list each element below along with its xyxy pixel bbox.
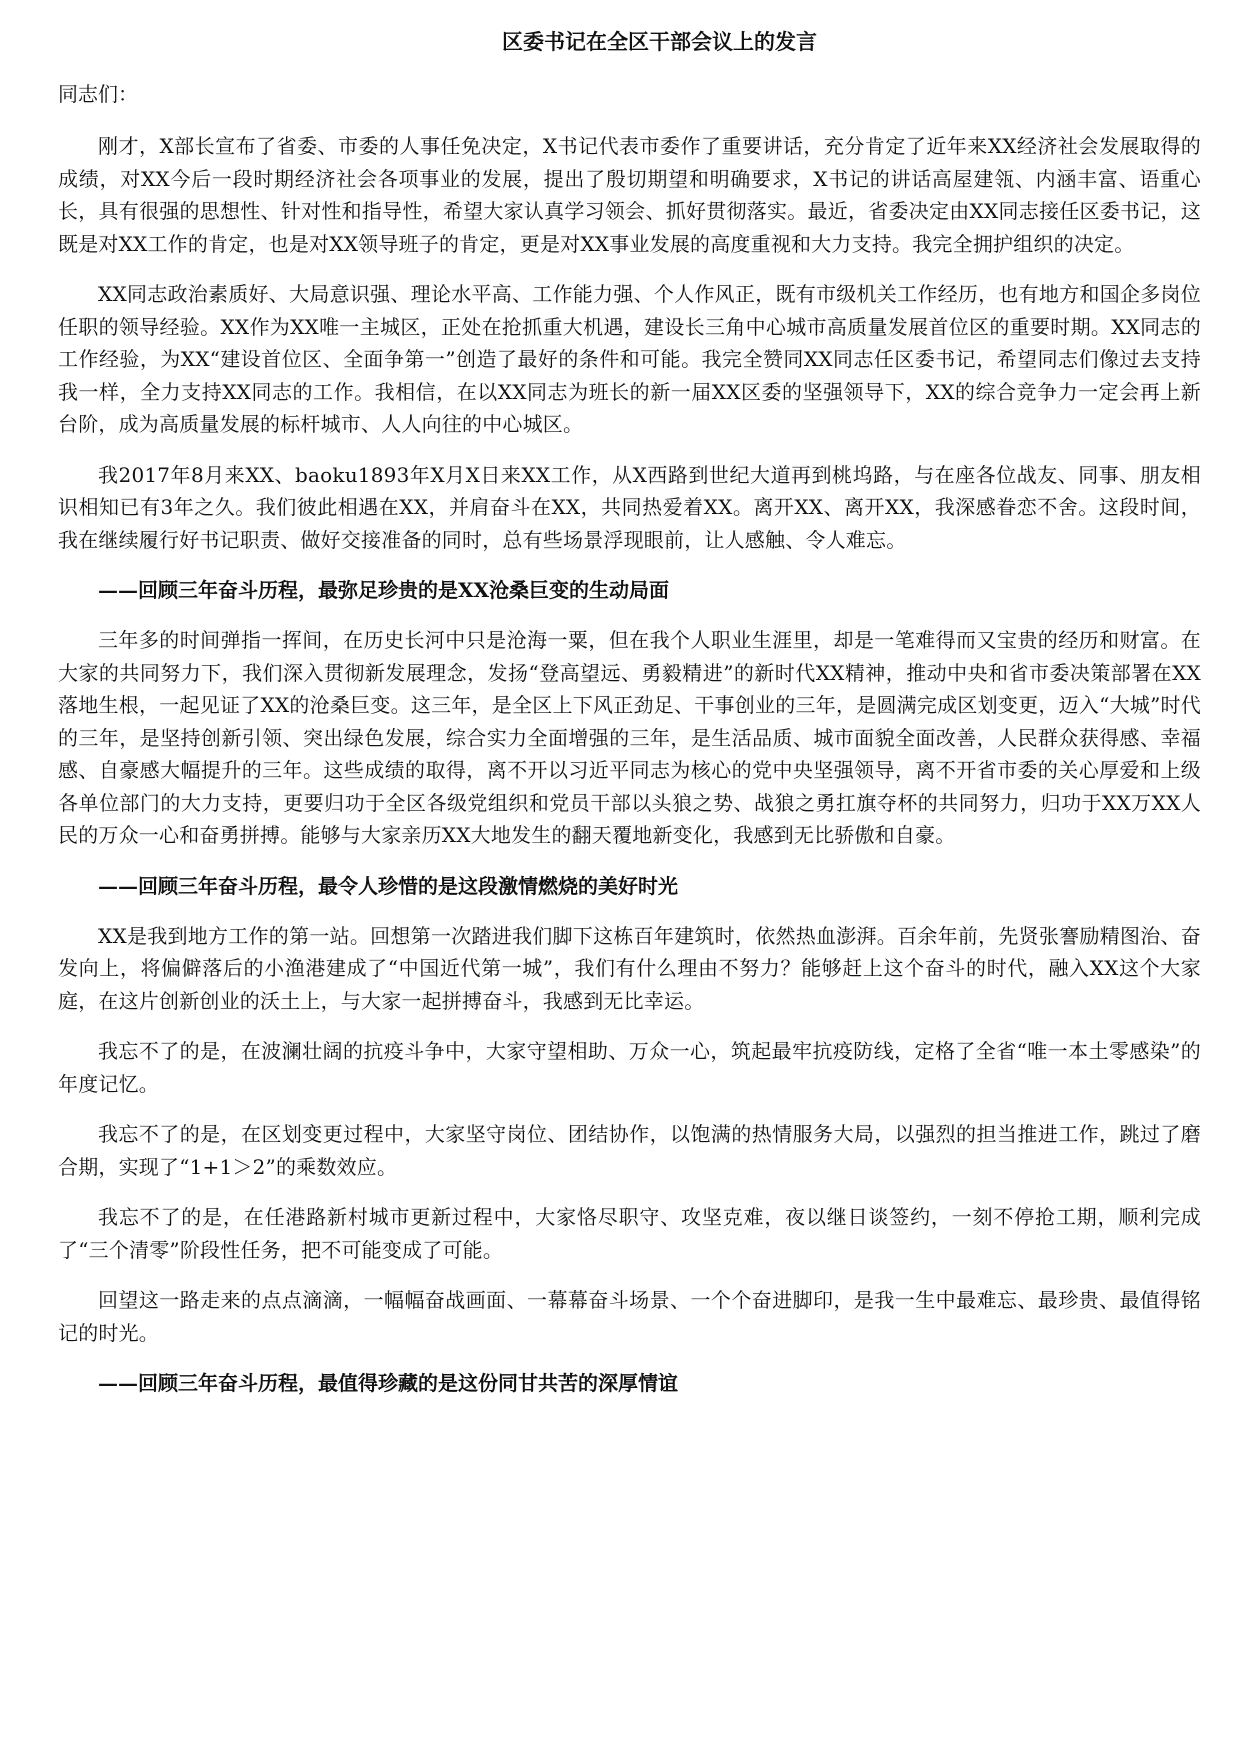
document-title: 区委书记在全区干部会议上的发言: [502, 29, 817, 54]
document-page: [58, 26, 1201, 1417]
section-heading: ——回顾三年奋斗历程，最令人珍惜的是这段激情燃烧的美好时光: [98, 873, 678, 898]
section-heading: ——回顾三年奋斗历程，最值得珍藏的是这份同甘共苦的深厚情谊: [98, 1371, 678, 1395]
paragraph: XX同志政治素质好、大局意识强、理论水平高、工作能力强、个人作风正，既有市级机关工作经历，也有地方和国企多岗位任职的领导经验。XX作为XX唯一主城区，正处在抢抓重大机遇，建设长三角中心城市高质量发展首位区的重要时期。XX同志的工作经验，为XX“建设首位区、全面争第一”创造了最好的条件和可能。我完全赞同XX同志任区委书记，希望同志们像过去支持我一样，全力支持XX同志的工作。我相信，在以XX同志为班长的新一届XX区委的坚强领导下，XX的综合竞争力一定会再上新台阶，成为高质量发展的标杆城市、人人向往的中心城区。: [58, 282, 1201, 436]
paragraph: 我忘不了的是，在任港路新村城市更新过程中，大家恪尽职守、攻坚克难，夜以继日谈签约，一刻不停抢工期，顺利完成了“三个清零”阶段性任务，把不可能变成了可能。: [58, 1205, 1201, 1262]
paragraph: 我忘不了的是，在波澜壮阔的抗疫斗争中，大家守望相助、万众一心，筑起最牢抗疫防线，定格了全省“唯一本土零感染”的年度记忆。: [58, 1039, 1201, 1096]
paragraph: 刚才，X部长宣布了省委、市委的人事任免决定，X书记代表市委作了重要讲话，充分肯定了近年来XX经济社会发展取得的成绩，对XX今后一段时期经济社会各项事业的发展，提出了殷切期望和明确要求，X书记的讲话高屋建瓴、内涵丰富、语重心长，具有很强的思想性、针对性和指导性，希望大家认真学习领会、抓好贯彻落实。最近，省委决定由XX同志接任区委书记，这既是对XX工作的肯定，也是对XX领导班子的肯定，更是对XX事业发展的高度重视和大力支持。我完全拥护组织的决定。: [58, 134, 1201, 256]
paragraph: XX是我到地方工作的第一站。回想第一次踏进我们脚下这栋百年建筑时，依然热血澎湃。百余年前，先贤张謇励精图治、奋发向上，将偏僻落后的小渔港建成了“中国近代第一城”，我们有什么理由不努力？能够赶上这个奋斗的时代，融入XX这个大家庭，在这片创新创业的沃土上，与大家一起拼搏奋斗，我感到无比幸运。: [58, 923, 1201, 1013]
paragraph: 回望这一路走来的点点滴滴，一幅幅奋战画面、一幕幕奋斗场景、一个个奋进脚印，是我一生中最难忘、最珍贵、最值得铭记的时光。: [58, 1288, 1201, 1345]
salutation: 同志们：: [58, 82, 138, 106]
paragraph: 我忘不了的是，在区划变更过程中，大家坚守岗位、团结协作，以饱满的热情服务大局，以强烈的担当推进工作，跳过了磨合期，实现了“1+1＞2”的乘数效应。: [58, 1122, 1201, 1179]
paragraph: 三年多的时间弹指一挥间，在历史长河中只是沧海一粟，但在我个人职业生涯里，却是一笔难得而又宝贵的经历和财富。在大家的共同努力下，我们深入贯彻新发展理念，发扬“登高望远、勇毅精进”的新时代XX精神，推动中央和省市委决策部署在XX落地生根，一起见证了XX的沧桑巨变。这三年，是全区上下风正劲足、干事创业的三年，是圆满完成区划变更，迈入“大城”时代的三年，是坚持创新引领、突出绿色发展，综合实力全面增强的三年，是生活品质、城市面貌全面改善，人民群众获得感、幸福感、自豪感大幅提升的三年。这些成绩的取得，离不开以习近平同志为核心的党中央坚强领导，离不开省市委的关心厚爱和上级各单位部门的大力支持，更要归功于全区各级党组织和党员干部以头狼之势、战狼之勇扛旗夺杯的共同努力，归功于XX万XX人民的万众一心和奋勇拼搏。能够与大家亲历XX大地发生的翻天覆地新变化，我感到无比骄傲和自豪。: [58, 628, 1201, 847]
paragraph: 我2017年8月来XX、baoku1893年X月X日来XX工作，从X西路到世纪大道再到桃坞路，与在座各位战友、同事、朋友相识相知已有3年之久。我们彼此相遇在XX，并肩奋斗在XX，共同热爱着XX。离开XX、离开XX，我深感眷恋不舍。这段时间，我在继续履行好书记职责、做好交接准备的同时，总有些场景浮现眼前，让人感触、令人难忘。: [58, 462, 1201, 552]
section-heading: ——回顾三年奋斗历程，最弥足珍贵的是XX沧桑巨变的生动局面: [98, 578, 670, 602]
